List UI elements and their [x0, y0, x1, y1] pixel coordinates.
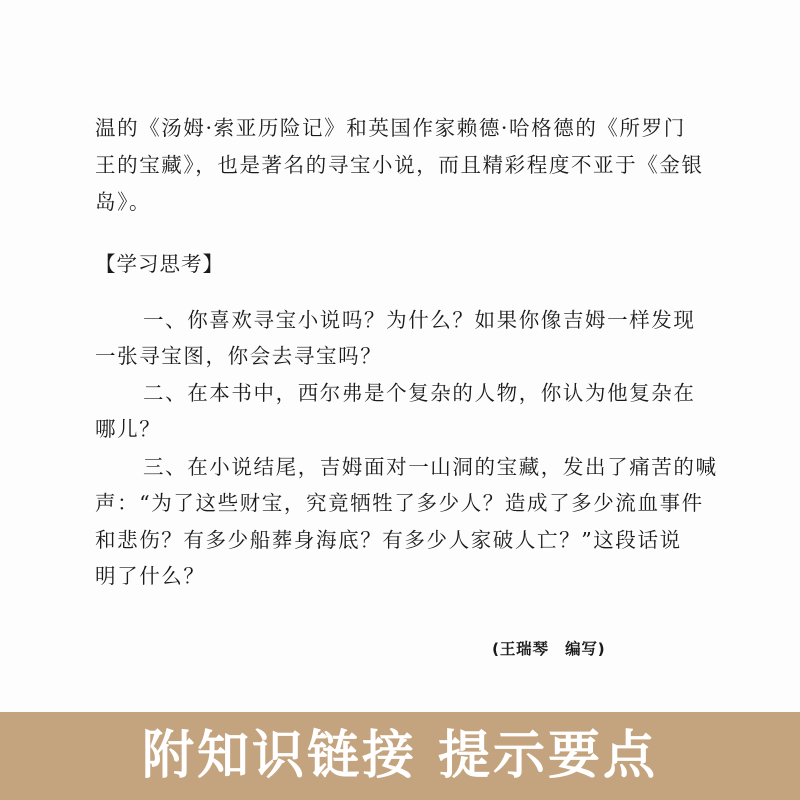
question-line: 哪儿？	[95, 417, 162, 441]
question-line: 三、在小说结尾，吉姆面对一山洞的宝藏，发出了痛苦的喊	[143, 455, 718, 479]
author-credit: (王瑞琴 编写)	[492, 640, 606, 658]
question-line: 一、你喜欢寻宝小说吗？为什么？如果你像吉姆一样发现	[143, 308, 696, 332]
promo-banner	[0, 712, 800, 800]
paragraph-line: 王的宝藏》，也是著名的寻宝小说，而且精彩程度不亚于《金银	[95, 153, 704, 177]
banner-text: 附知识链接 提示要点	[141, 726, 659, 786]
question-line: 声：“为了这些财宝，究竟牺牲了多少人？造成了多少流血事件	[95, 491, 704, 515]
section-heading: 【学习思考】	[95, 252, 224, 276]
paragraph-line: 岛》。	[95, 190, 152, 214]
question-line: 一张寻宝图，你会去寻宝吗？	[95, 344, 383, 368]
question-line: 和悲伤？有多少船葬身海底？有多少人家破人亡？”这段话说	[95, 528, 682, 552]
paragraph-line: 温的《汤姆·索亚历险记》和英国作家赖德·哈格德的《所罗门	[95, 116, 686, 140]
question-line: 明了什么？	[95, 564, 206, 588]
question-line: 二、在本书中，西尔弗是个复杂的人物，你认为他复杂在	[143, 381, 696, 405]
